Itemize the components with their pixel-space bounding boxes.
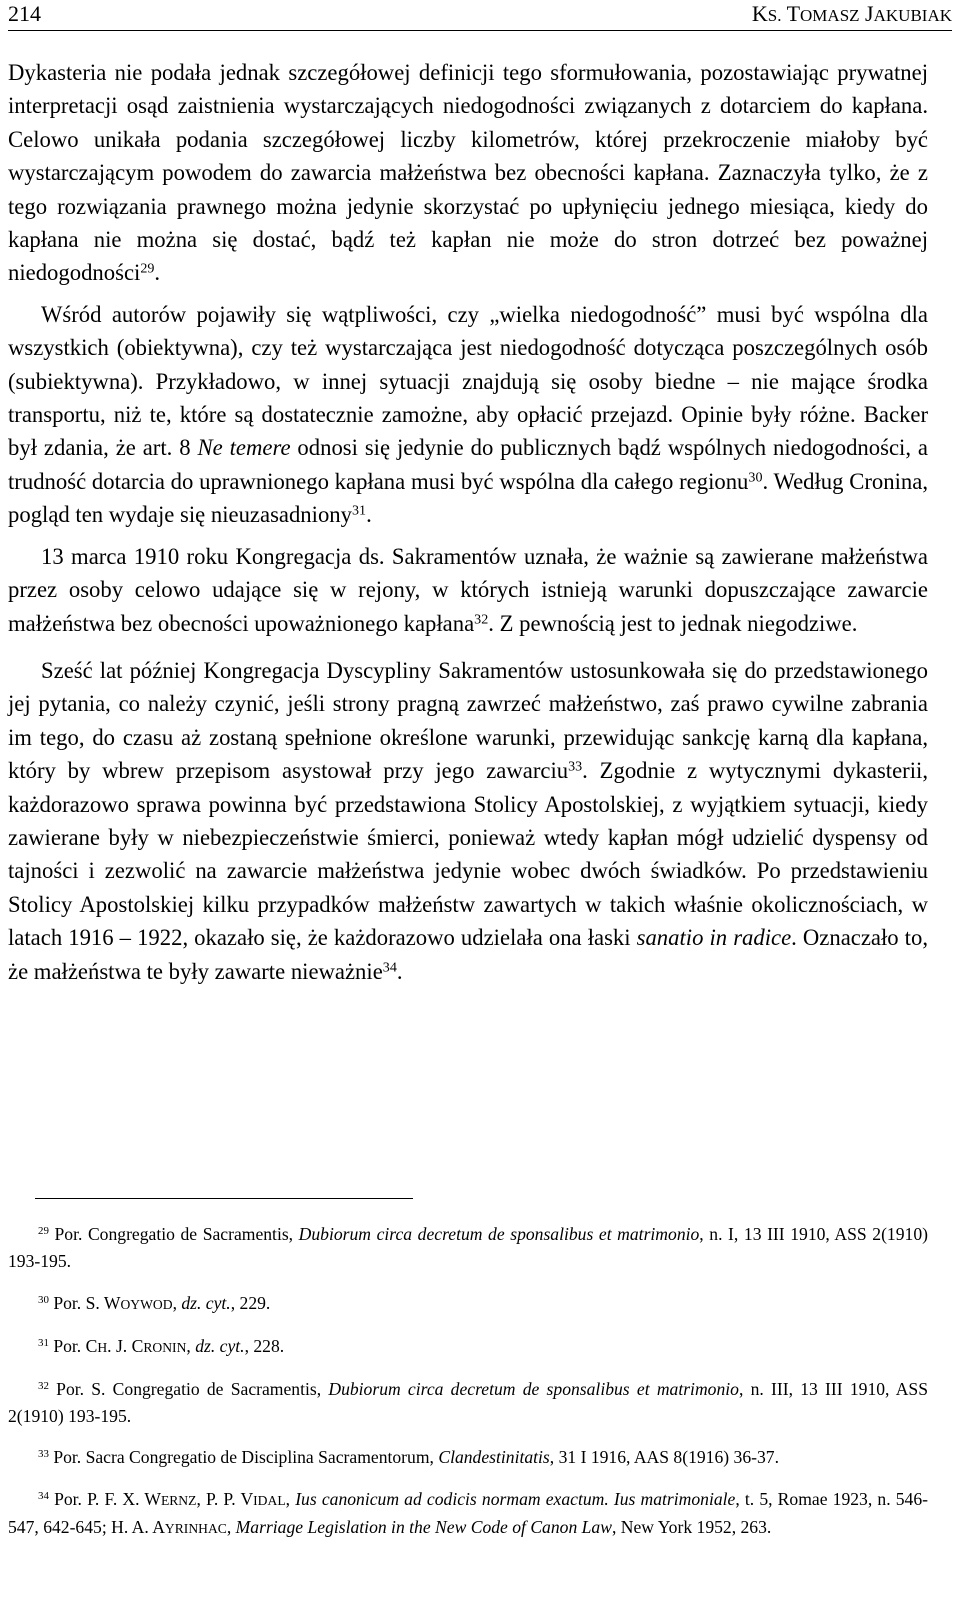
footnotes bbox=[8, 1221, 928, 1557]
main-text bbox=[8, 56, 928, 988]
footnote-31: $^{31}$ Por. CH. J. CRONIN, dz. cyt., 228. bbox=[38, 1336, 285, 1356]
footnote-ref-34: 34 bbox=[382, 958, 397, 975]
footnote-34: $^{34}$ Por. P. F. X. WERNZ, P. P. VIDAL, Ius canonicum ad codicis normam exactum. Ius matrimoniale, t. 5, Romae 1923, n. 546-547, 642-645; H. A. AYRINHAC, Marriage Legislation in the New Code of Canon Law, New York 1952, 263. bbox=[8, 1489, 928, 1537]
footnote-ref-29: 29 bbox=[140, 260, 155, 277]
footnote-32: $^{32}$ Por. S. Congregatio de Sacramentis, Dubiorum circa decretum de sponsalibus et matrimonio, n. III, 13 III 1910, ASS 2(1910) 193-195. bbox=[8, 1379, 928, 1426]
running-header bbox=[8, 0, 952, 31]
footnote-ref-30: 30 bbox=[748, 469, 763, 486]
footnote-separator bbox=[35, 1198, 413, 1199]
footnote-29: $^{29}$ Por. Congregatio de Sacramentis, Dubiorum circa decretum de sponsalibus et matrimonio, n. I, 13 III 1910, ASS 2(1910) 193-195. bbox=[8, 1224, 928, 1271]
footnote-ref-33: 33 bbox=[568, 758, 583, 775]
paragraph-1: Dykasteria nie podała jednak szczegółowej definicji tego sformułowania, pozostawiając prywatnej interpretacji osąd zaistnienia wystarczających niedogodności związanych z dotarciem do kapłana. Celowo unikała podania szczegółowej liczby kilometrów, której przekroczenie miałoby być wystarczającym powodem do zawarcia małżeństwa bez obecności kapłana. Zaznaczyła tylko, że z tego rozwiązania prawnego można jedynie skorzystać po upłynięciu jednego miesiąca, kiedy do kapłana nie można się dostać, bądź też kapłan nie może do stron dotrzeć bez poważnej niedogodności$^{29}$. bbox=[8, 60, 928, 286]
footnote-30: $^{30}$ Por. S. WOYWOD, dz. cyt., 229. bbox=[38, 1293, 271, 1313]
footnote-ref-32: 32 bbox=[474, 610, 489, 627]
paragraph-2: Wśród autorów pojawiły się wątpliwości, czy „wielka niedogodność” musi być wspólna dla wszystkich (obiektywna), czy też wystarczająca jest niedogodność dotycząca poszczególnych osób (subiektywna). Przykładowo, w innej sytuacji znajdują się osoby biedne – nie mające środka transportu, niż te, które są dostatecznie zamożne, aby opłacić przejazd. Opinie były różne. Backer był zdania, że art. 8 Ne temere odnosi się jedynie do publicznych bądź wspólnych niedogodności, a trudność dotarcia do uprawnionego kapłana musi być wspólna dla całego regionu$^{30}$. Według Cronina, pogląd ten wydaje się nieuzasadniony$^{31}$. bbox=[8, 301, 928, 528]
paragraph-3: 13 marca 1910 roku Kongregacja ds. Sakramentów uznała, że ważnie są zawierane małżeństwa przez osoby celowo udające się w rejony, w których istnieją warunki dopuszczające zawarcie małżeństwa bez obecności upoważnionego kapłana$^{32}$. Z pewnością jest to jednak niegodziwe. bbox=[8, 543, 928, 636]
running-head-author: KS. TOMASZ JAKUBIAK bbox=[751, 1, 952, 26]
footnote-33: $^{33}$ Por. Sacra Congregatio de Disciplina Sacramentorum, Clandestinitatis, 31 I 1916, AAS 8(1916) 36-37. bbox=[38, 1447, 779, 1467]
paragraph-4: Sześć lat później Kongregacja Dyscypliny Sakramentów ustosunkowała się do przedstawionego jej pytania, co należy czynić, jeśli strony pragną zawrzeć małżeństwo, zaś prawo cywilne zabrania im tego, do czasu aż zostaną spełnione określone warunki, przewidując sankcję karną dla kapłana, który by wbrew przepisom asystował przy jego zawarciu$^{33}$. Zgodnie z wytycznymi dykasterii, każdorazowo sprawa powinna być przedstawiona Stolicy Apostolskiej, z wyjątkiem sytuacji, kiedy zawierane były w niebezpieczeństwie śmierci, ponieważ wtedy kapłan mógł udzielić dyspensy od tajności i zezwolić na zawarcie małżeństwa jedynie wobec dwóch świadków. Po przedstawieniu Stolicy Apostolskiej kilku przypadków małżeństw zawartych w takich właśnie okolicznościach, w latach 1916 – 1922, okazało się, że każdorazowo udzielała ona łaski sanatio in radice. Oznaczało to, że małżeństwa te były zawarte nieważnie$^{34}$. bbox=[8, 657, 928, 984]
footnote-ref-31: 31 bbox=[352, 502, 367, 519]
page-number: 214 bbox=[8, 1, 41, 26]
